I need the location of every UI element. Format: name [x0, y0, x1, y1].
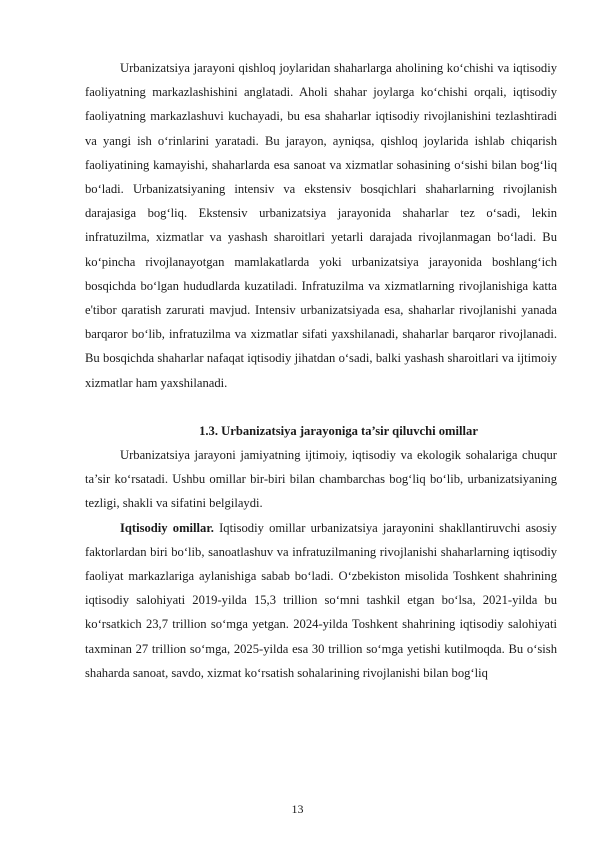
section-heading: 1.3. Urbanizatsiya jarayoniga ta’sir qiluvchi omillar [199, 423, 478, 438]
paragraph-factors-intro: Urbanizatsiya jarayoni jamiyatning ijtimoiy, iqtisodiy va ekologik sohalariga chuqur ta’sir ko‘rsatadi. Ushbu omillar bir-biri bilan chambarchas bog‘liq bo‘lib, urbanizatsiyaning tezligi, shakli va sifatini belgilaydi. [85, 448, 557, 511]
document-body [85, 56, 557, 685]
economic-factors-lead: Iqtisodiy omillar. [120, 520, 214, 535]
paragraph-urbanization-intro: Urbanizatsiya jarayoni qishloq joylaridan shaharlarga aholining ko‘chishi va iqtisodiy faoliyatning markazlashishini anglatadi. Aholi shahar joylarga ko‘chishi orqali, iqtisodiy faoliyatning markazlashuvi kuchayadi, bu esa shaharlar iqtisodiy rivojlanishini tezlashtiradi va yangi ish o‘rinlarini yaratadi. Bu jarayon, ayniqsa, qishloq joylarida ishlab chiqarish faoliyatining kamayishi, shaharlarda esa sanoat va xizmatlar sohasining o‘sishi bilan bog‘liq bo‘ladi. Urbanizatsiyaning intensiv va ekstensiv bosqichlari shaharlarning rivojlanish darajasiga bog‘liq. Ekstensiv urbanizatsiya jarayonida shaharlar tez o‘sadi, lekin infratuzilma, xizmatlar va yashash sharoitlari yetarli darajada rivojlanmagan bo‘ladi. Bu ko‘pincha rivojlanayotgan mamlakatlarda yoki urbanizatsiya jarayonida boshlang‘ich bosqichda bo‘lgan hududlarda kuzatiladi. Infratuzilma va xizmatlarning rivojlanishiga katta e'tibor qaratish zarurati mavjud. Intensiv urbanizatsiyada esa, shaharlar rivojlanishi yanada barqaror bo‘lib, infratuzilma va xizmatlar sifati yaxshilanadi, shaharlar barqaror rivojlanadi. Bu bosqichda shaharlar nafaqat iqtisodiy jihatdan o‘sadi, balki yashash sharoitlari va ijtimoiy xizmatlar ham yaxshilanadi. [85, 61, 557, 390]
page-number: 13 [291, 802, 304, 816]
paragraph-economic-factors [85, 516, 557, 685]
economic-factors-body: Iqtisodiy omillar urbanizatsiya jarayonini shakllantiruvchi asosiy faktorlardan biri bo‘lib, sanoatlashuv va infratuzilmaning rivojlanishi shaharlarning iqtisodiy faoliyat markazlariga aylanishiga sabab bo‘ladi. O‘zbekiston misolida Toshkent shahrining iqtisodiy salohiyati 2019-yilda 15,3 trillion so‘mni tashkil etgan bo‘lsa, 2021-yilda bu ko‘rsatkich 23,7 trillion so‘mga yetgan. 2024-yilda Toshkent shahrining iqtisodiy salohiyati taxminan 27 trillion so‘mga, 2025-yilda esa 30 trillion so‘mga yetishi kutilmoqda. Bu o‘sish shaharda sanoat, savdo, xizmat ko‘rsatish sohalarining rivojlanishi bilan bog‘liq [85, 520, 557, 680]
